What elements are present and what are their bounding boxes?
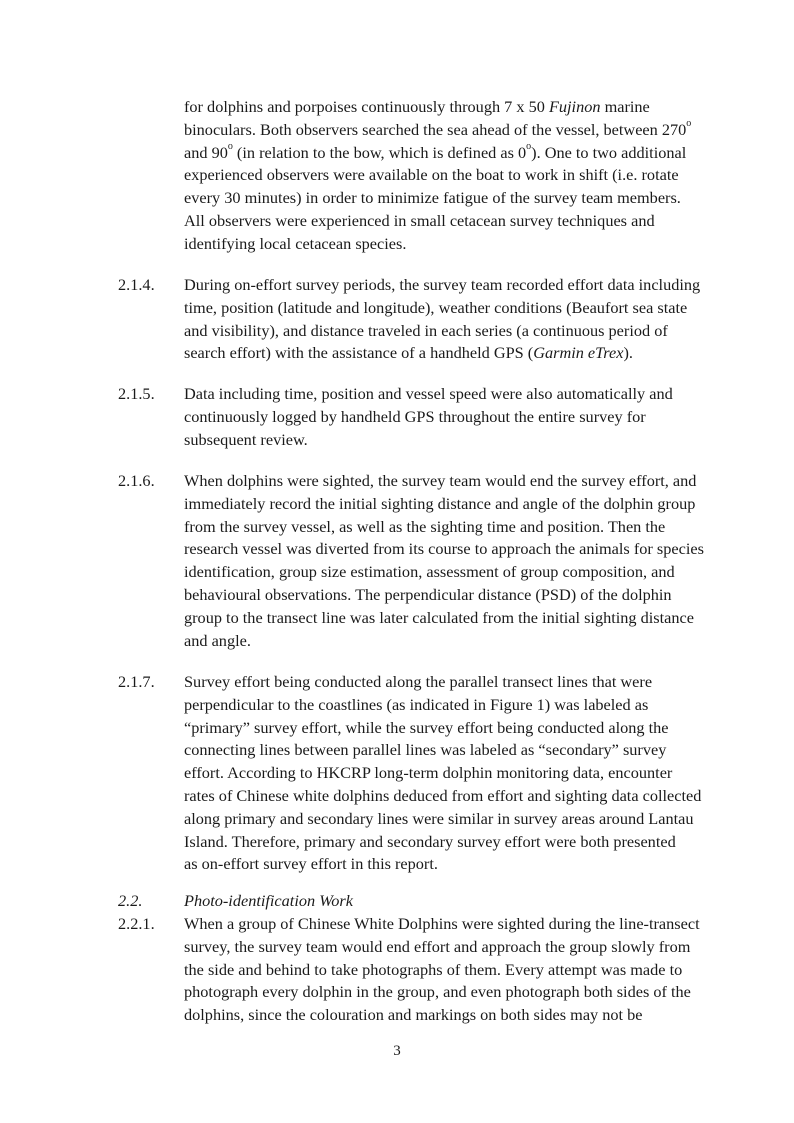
subheading-number: 2.2. [118,891,143,910]
text-line: and 90$^o$ (in relation to the bow, which is defined as 0$^o$). One to two additional [184,141,687,162]
degree-symbol: o [686,118,692,130]
section-number: 2.2.1. [118,914,155,933]
text-line: for dolphins and porpoises continuously through 7 x 50 Fujinon marine [184,97,650,116]
section-number: 2.1.7. [118,672,155,691]
section-number: 2.1.5. [118,384,155,403]
degree-symbol: o [526,141,532,153]
text-line: experienced observers were available on the boat to work in shift (i.e. rotate [184,165,679,185]
section-text: Data including time, position and vessel speed were also automatically and continuously logged by handheld GPS throughout the entire survey for subsequent review. [184,384,673,449]
section-text: Survey effort being conducted along the parallel transect lines that were perpendicular to the coastlines (as indicated in Figure 1) was labeled as “primary” survey effort, while the survey effort being conducted along the connecting lines between parallel lines was labeled as “secondary” survey effort. According to HKCRP long-term dolphin monitoring data, encounter rates of Chinese white dolphins deduced from effort and sighting data collected along primary and secondary lines were similar in survey areas around Lantau Island. Therefore, primary and secondary survey effort were both presented as on-effort survey effort in this report. [184,672,702,874]
subheading-title: Photo-identification Work [184,891,353,910]
section-number: 2.1.4. [118,275,155,294]
intro-paragraph [184,96,714,256]
section-text: During on-effort survey periods, the survey team recorded effort data including time, position (latitude and longitude), weather conditions (Beaufort sea state and visibility), and distance traveled in each series (a continuous period of search effort) with the assistance of a handheld GPS (Garmin eTrex). [184,275,701,363]
section-number: 2.1.6. [118,471,155,490]
text-line: every 30 minutes) in order to minimize fatigue of the survey team members. [184,188,681,208]
page-number: 3 [393,1043,401,1059]
section-text: When a group of Chinese White Dolphins were sighted during the line-transect survey, the survey team would end effort and approach the group slowly from the side and behind to take photographs of them. Every attempt was made to photograph every dolphin in the group, and even photograph both sides of the dolphins, since the colouration and markings on both sides may not be [184,914,700,1025]
text-line: All observers were experienced in small cetacean survey techniques and [184,210,655,230]
text-line: binoculars. Both observers searched the sea ahead of the vessel, between 270$^o$ [184,118,692,139]
degree-symbol: o [227,141,233,153]
section-text: When dolphins were sighted, the survey team would end the survey effort, and immediately record the initial sighting distance and angle of the dolphin group from the survey vessel, as well as the sighting time and position. Then the research vessel was diverted from its course to approach the animals for species identification, group size estimation, assessment of group composition, and behavioural observations. The perpendicular distance (PSD) of the dolphin group to the transect line was later calculated from the initial sighting distance and angle. [184,471,704,650]
text-line: identifying local cetacean species. [184,233,407,253]
